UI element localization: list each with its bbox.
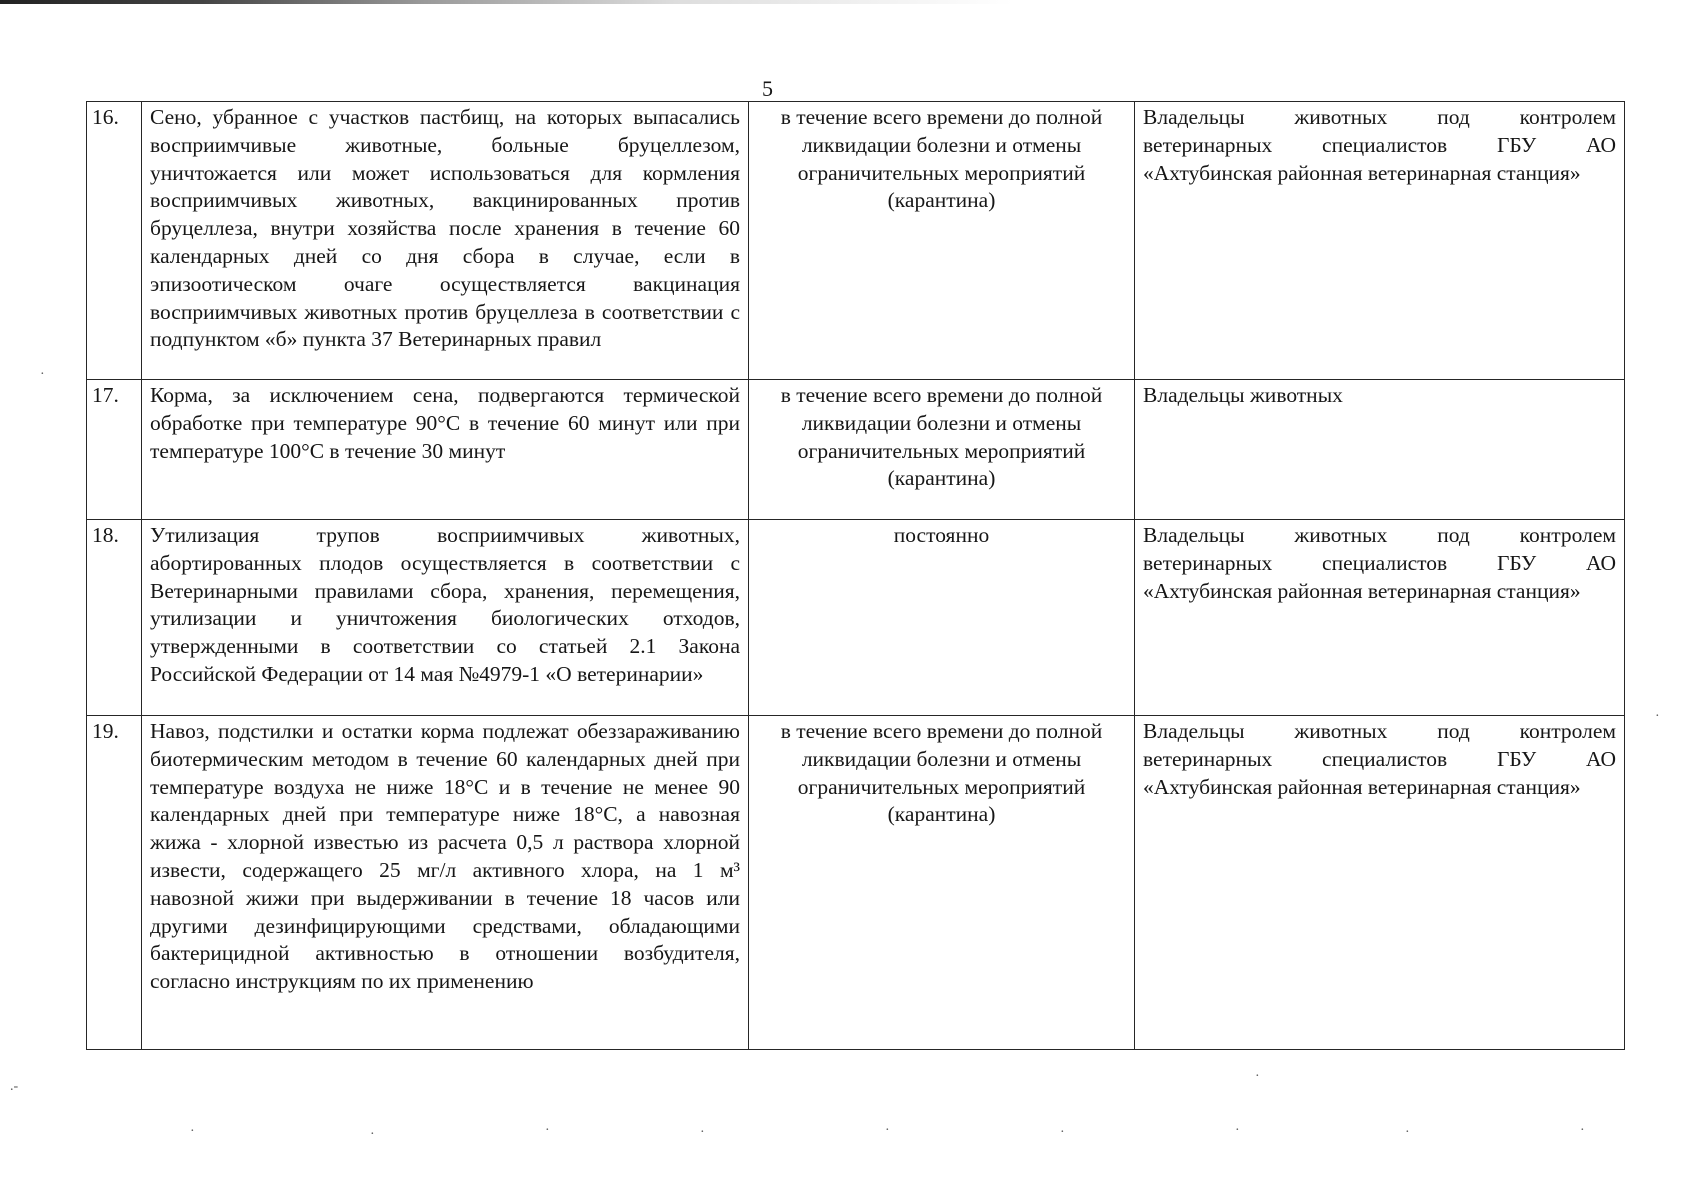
- scan-speck: ·: [700, 1125, 705, 1140]
- measures-table: [86, 101, 1625, 1050]
- measure-term: в течение всего времени до полной ликвидации болезни и отмены ограничительных мероприятий (карантина): [749, 716, 1135, 1050]
- measure-description: Навоз, подстилки и остатки корма подлежат обеззараживанию биотермическим методом в течение 60 календарных дней при температуре воздуха не ниже 18°С и в течение не менее 90 календарных дней при температуре ниже 18°С, а навозная жижа - хлорной известью из расчета 0,5 л раствора хлорной извести, содержащего 25 мг/л активного хлора, на 1 м³ навозной жижи при выдерживании в течение 18 часов или другими дезинфицирующими средствами, обладающими бактерицидной активностью в отношении возбудителя, согласно инструкциям по их применению: [142, 716, 749, 1050]
- table-row: [87, 102, 1625, 380]
- scan-speck: .-: [10, 1079, 19, 1094]
- row-number: 19.: [87, 716, 142, 1050]
- row-number: 16.: [87, 102, 142, 380]
- measure-description: Сено, убранное с участков пастбищ, на которых выпасались восприимчивые животные, больные бруцеллезом, уничтожается или может использоваться для кормления восприимчивых животных, вакцинированных против бруцеллеза, внутри хозяйства после хранения в течение 60 календарных дней со дня сбора в случае, если в эпизоотическом очаге осуществляется вакцинация восприимчивых животных против бруцеллеза в соответствии с подпунктом «б» пункта 37 Ветеринарных правил: [142, 102, 749, 380]
- scan-speck: ·: [545, 1123, 550, 1138]
- scan-speck: ·: [885, 1123, 890, 1138]
- scan-speck: ·: [1255, 1069, 1260, 1084]
- table-row: [87, 716, 1625, 1050]
- row-number: 17.: [87, 380, 142, 520]
- table-row: [87, 520, 1625, 716]
- measure-description: Корма, за исключением сена, подвергаются термической обработке при температуре 90°С в течение 60 минут или при температуре 100°С в течение 30 минут: [142, 380, 749, 520]
- scan-speck: ·: [1580, 1123, 1585, 1138]
- measure-term: в течение всего времени до полной ликвидации болезни и отмены ограничительных мероприятий (карантина): [749, 102, 1135, 380]
- table-row: [87, 380, 1625, 520]
- scan-speck: ·: [1405, 1125, 1410, 1140]
- measure-responsible: Владельцы животных под контролем ветеринарных специалистов ГБУ АО «Ахтубинская районная ветеринарная станция»: [1135, 520, 1625, 716]
- scan-speck: ·: [1060, 1125, 1065, 1140]
- measure-responsible: Владельцы животных: [1135, 380, 1625, 520]
- measure-responsible: Владельцы животных под контролем ветеринарных специалистов ГБУ АО «Ахтубинская районная ветеринарная станция»: [1135, 716, 1625, 1050]
- scan-speck: ·: [1655, 709, 1660, 724]
- scan-edge: [0, 0, 1688, 4]
- measure-responsible: Владельцы животных под контролем ветеринарных специалистов ГБУ АО «Ахтубинская районная ветеринарная станция»: [1135, 102, 1625, 380]
- page-number: 5: [762, 76, 773, 101]
- measure-term: постоянно: [749, 520, 1135, 716]
- scan-speck: ·: [1235, 1123, 1240, 1138]
- row-number: 18.: [87, 520, 142, 716]
- scan-speck: ·: [190, 1124, 195, 1139]
- scan-speck: ·: [40, 367, 45, 382]
- measure-term: в течение всего времени до полной ликвидации болезни и отмены ограничительных мероприятий (карантина): [749, 380, 1135, 520]
- measure-description: Утилизация трупов восприимчивых животных, абортированных плодов осуществляется в соответствии с Ветеринарными правилами сбора, хранения, перемещения, утилизации и уничтожения биологических отходов, утвержденными в соответствии со статьей 2.1 Закона Российской Федерации от 14 мая №4979-1 «О ветеринарии»: [142, 520, 749, 716]
- scan-speck: ·: [370, 1127, 375, 1142]
